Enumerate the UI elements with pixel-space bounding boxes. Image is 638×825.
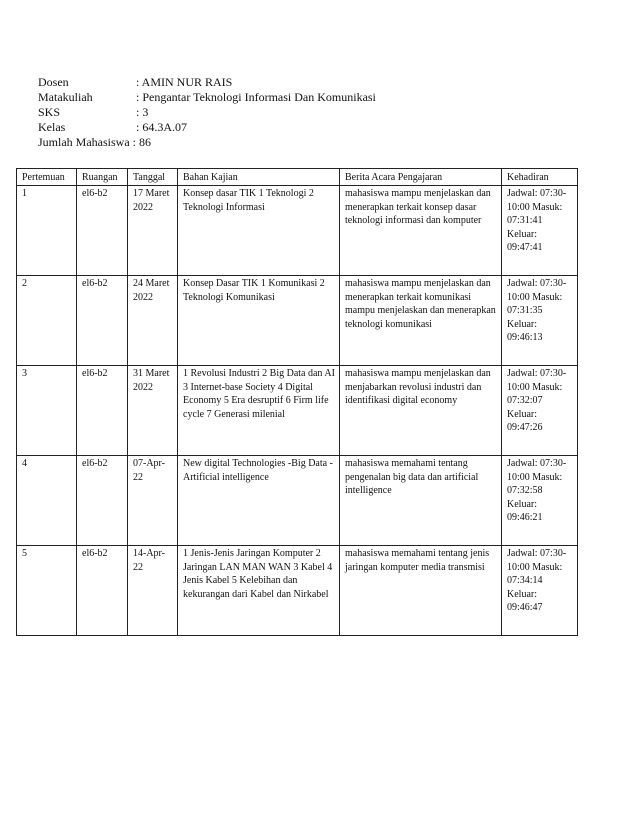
- cell-bahan-kajian: Konsep Dasar TIK 1 Komunikasi 2 Teknologi Komunikasi: [178, 276, 340, 366]
- cell-kehadiran: Jadwal: 07:30-10:00 Masuk: 07:32:07 Keluar: 09:47:26: [502, 366, 578, 456]
- info-label: Kelas: [38, 120, 66, 134]
- info-label: SKS: [38, 105, 61, 119]
- cell-tanggal: 14-Apr-22: [128, 546, 178, 636]
- info-value: : 86: [132, 135, 151, 149]
- header-pertemuan: Pertemuan: [17, 169, 77, 186]
- info-value: : Pengantar Teknologi Informasi Dan Komunikasi: [136, 90, 376, 104]
- info-label: Dosen: [38, 75, 69, 89]
- cell-tanggal: 17 Maret 2022: [128, 186, 178, 276]
- info-row-kelas: [38, 120, 376, 135]
- info-row-jumlah-mahasiswa: [38, 135, 376, 150]
- cell-bahan-kajian: 1 Revolusi Industri 2 Big Data dan AI 3 Internet-base Society 4 Digital Economy 5 Era desruptif 6 Firm life cycle 7 Generasi milenial: [178, 366, 340, 456]
- table-header-row: [17, 169, 578, 186]
- info-row-sks: [38, 105, 376, 120]
- table-row: [17, 546, 578, 636]
- cell-berita-acara: mahasiswa mampu menjelaskan dan menjabarkan revolusi industri dan identifikasi digital economy: [340, 366, 502, 456]
- cell-bahan-kajian: 1 Jenis-Jenis Jaringan Komputer 2 Jaringan LAN MAN WAN 3 Kabel 4 Jenis Kabel 5 Kelebihan dan kekurangan dari Kabel dan Nirkabel: [178, 546, 340, 636]
- info-label: Jumlah Mahasiswa: [38, 135, 130, 149]
- cell-pertemuan: 2: [17, 276, 77, 366]
- info-row-dosen: [38, 75, 376, 90]
- info-value: : 3: [136, 105, 149, 119]
- cell-ruangan: el6-b2: [77, 186, 128, 276]
- cell-berita-acara: mahasiswa mampu menjelaskan dan menerapkan terkait komunikasi mampu menjelaskan dan menerapkan teknologi komunikasi: [340, 276, 502, 366]
- info-row-matakuliah: [38, 90, 376, 105]
- cell-kehadiran: Jadwal: 07:30-10:00 Masuk: 07:34:14 Keluar: 09:46:47: [502, 546, 578, 636]
- cell-pertemuan: 1: [17, 186, 77, 276]
- cell-tanggal: 07-Apr-22: [128, 456, 178, 546]
- cell-tanggal: 24 Maret 2022: [128, 276, 178, 366]
- cell-tanggal: 31 Maret 2022: [128, 366, 178, 456]
- cell-kehadiran: Jadwal: 07:30-10:00 Masuk: 07:31:35 Keluar: 09:46:13: [502, 276, 578, 366]
- table-row: [17, 456, 578, 546]
- cell-ruangan: el6-b2: [77, 456, 128, 546]
- course-info: [38, 75, 376, 150]
- lecture-report-table: [16, 168, 578, 636]
- header-bahan-kajian: Bahan Kajian: [178, 169, 340, 186]
- cell-kehadiran: Jadwal: 07:30-10:00 Masuk: 07:32:58 Keluar: 09:46:21: [502, 456, 578, 546]
- header-berita-acara: Berita Acara Pengajaran: [340, 169, 502, 186]
- table-row: [17, 186, 578, 276]
- cell-pertemuan: 4: [17, 456, 77, 546]
- table-row: [17, 366, 578, 456]
- cell-ruangan: el6-b2: [77, 546, 128, 636]
- cell-bahan-kajian: New digital Technologies -Big Data -Artificial intelligence: [178, 456, 340, 546]
- table-row: [17, 276, 578, 366]
- cell-pertemuan: 3: [17, 366, 77, 456]
- cell-berita-acara: mahasiswa mampu menjelaskan dan menerapkan terkait konsep dasar teknologi informasi dan komputer: [340, 186, 502, 276]
- header-ruangan: Ruangan: [77, 169, 128, 186]
- header-kehadiran: Kehadiran: [502, 169, 578, 186]
- cell-ruangan: el6-b2: [77, 276, 128, 366]
- cell-ruangan: el6-b2: [77, 366, 128, 456]
- cell-kehadiran: Jadwal: 07:30-10:00 Masuk: 07:31:41 Keluar: 09:47:41: [502, 186, 578, 276]
- header-tanggal: Tanggal: [128, 169, 178, 186]
- info-value: : AMIN NUR RAIS: [136, 75, 233, 89]
- cell-pertemuan: 5: [17, 546, 77, 636]
- info-value: : 64.3A.07: [136, 120, 187, 134]
- info-label: Matakuliah: [38, 90, 93, 104]
- cell-berita-acara: mahasiswa memahami tentang jenis jaringan komputer media transmisi: [340, 546, 502, 636]
- cell-berita-acara: mahasiswa memahami tentang pengenalan big data dan artificial intelligence: [340, 456, 502, 546]
- cell-bahan-kajian: Konsep dasar TIK 1 Teknologi 2 Teknologi Informasi: [178, 186, 340, 276]
